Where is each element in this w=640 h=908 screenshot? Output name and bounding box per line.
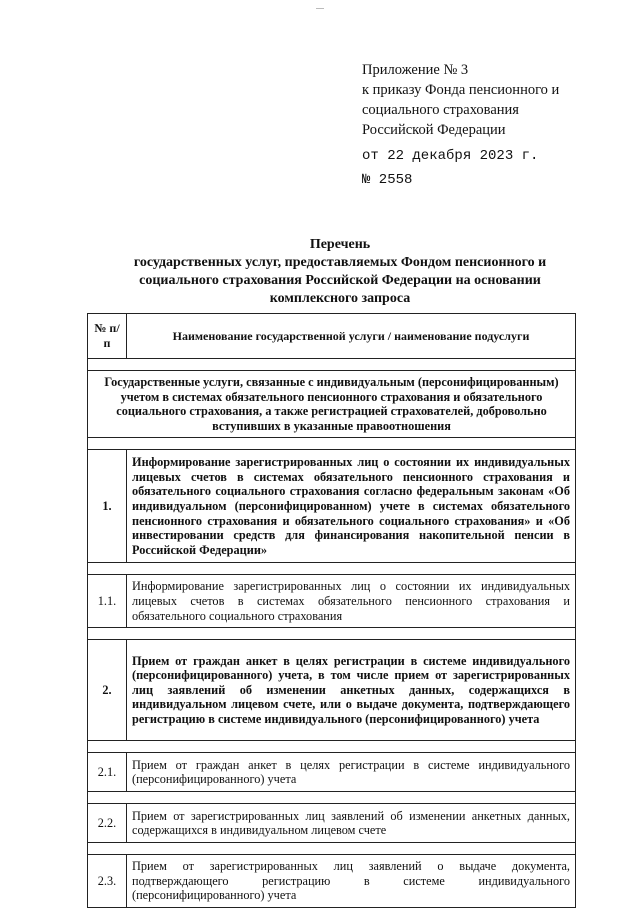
- row-text: Прием от зарегистрированных лиц заявлений об изменении анкетных данных, содержащихся в индивидуальном лицевом счете: [127, 804, 576, 843]
- title-line: государственных услуг, предоставляемых Фондом пенсионного и: [133, 255, 547, 270]
- section-title: Государственные услуги, связанные с индивидуальным (персонифицированным) учетом в системах обязательного пенсионного страхования и обязательного социального страхования, а также регистрацией страхователей, добровольно вступивших в указанные правоотношения: [88, 371, 576, 438]
- table-row: [88, 450, 576, 563]
- row-text: Прием от граждан анкет в целях регистрации в системе индивидуального (персонифицированного) учета: [127, 753, 576, 792]
- row-text: Информирование зарегистрированных лиц о состоянии их индивидуальных лицевых счетов в системах обязательного пенсионного страхования и обязательного социального страхования: [127, 575, 576, 628]
- row-number: 2.2.: [88, 804, 127, 843]
- row-text: Прием от зарегистрированных лиц заявлений о выдаче документа, подтверждающего регистрацию в системе индивидуального (персонифицированного) учета: [127, 855, 576, 908]
- appendix-line: Российской Федерации: [362, 122, 506, 138]
- row-number: 1.1.: [88, 575, 127, 628]
- appendix-line: к приказу Фонда пенсионного и: [362, 82, 560, 98]
- appendix-block: [362, 60, 612, 140]
- table-row: [88, 804, 576, 843]
- services-table: [87, 313, 576, 908]
- title-line: социального страхования Российской Федерации на основании: [139, 273, 541, 288]
- row-text: Информирование зарегистрированных лиц о состоянии их индивидуальных лицевых счетов в системах обязательного пенсионного страхования и обязательного социального страхования согласно федеральным законам «Об индивидуальном (персонифицированном) учете в системах обязательного пенсионного страхования и обязательного социального страхования» и «Об инвестировании средств для финансирования накопительной пенсии в Российской Федерации»: [127, 450, 576, 563]
- row-number: 2.3.: [88, 855, 127, 908]
- section-row: [88, 371, 576, 438]
- document-title: [80, 236, 600, 308]
- row-number: 2.1.: [88, 753, 127, 792]
- appendix-line: Приложение № 3: [362, 62, 469, 78]
- table-row: [88, 855, 576, 908]
- order-number: № 2558: [362, 172, 413, 188]
- header-name: Наименование государственной услуги / наименование подуслуги: [127, 314, 576, 359]
- table-row: [88, 640, 576, 741]
- row-text: Прием от граждан анкет в целях регистрации в системе индивидуального (персонифицированного) учета, в том числе прием от зарегистрированных лиц заявлений об изменении анкетных данных, содержащихся в индивидуальном лицевом счете, или о выдаче документа, подтверждающего регистрацию в системе индивидуального (персонифицированного) учета: [127, 640, 576, 741]
- table-row: [88, 753, 576, 792]
- table-header-row: [88, 314, 576, 359]
- order-date: от 22 декабря 2023 г.: [362, 148, 539, 164]
- appendix-line: социального страхования: [362, 102, 519, 118]
- row-number: 2.: [88, 640, 127, 741]
- title-line: комплексного запроса: [269, 291, 411, 306]
- header-num: № п/п: [88, 314, 127, 359]
- table-row: [88, 575, 576, 628]
- title-line: Перечень: [309, 237, 371, 252]
- row-number: 1.: [88, 450, 127, 563]
- page-top-mark: [316, 2, 324, 9]
